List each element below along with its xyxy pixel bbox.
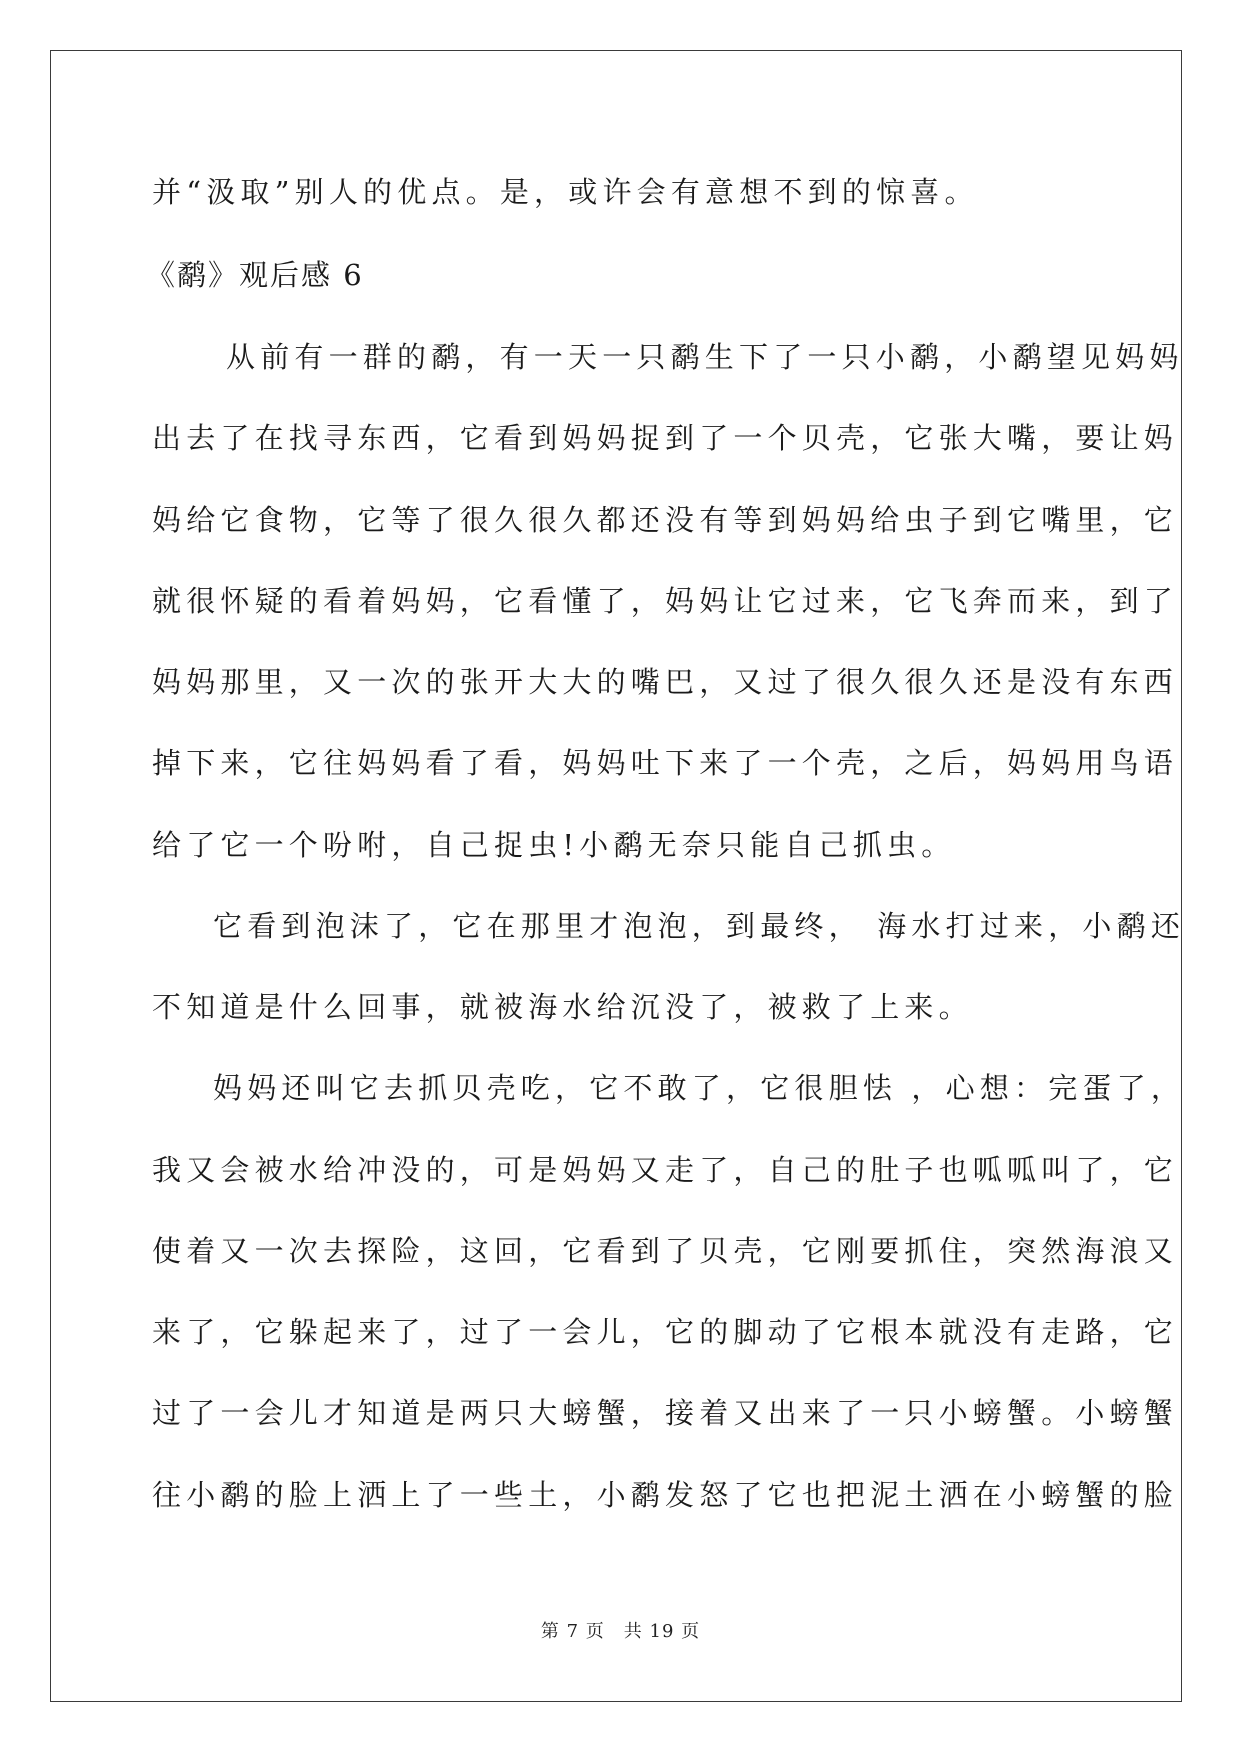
text-line-5: 就很怀疑的看着妈妈，它看懂了，妈妈让它过来，它飞奔而来，到了 xyxy=(152,584,1179,618)
text-line-10: 不知道是什么回事，就被海水给沉没了，被救了上来。 xyxy=(152,990,973,1024)
text-line-7: 掉下来，它往妈妈看了看，妈妈吐下来了一个壳，之后，妈妈用鸟语 xyxy=(152,746,1179,780)
text-line-6: 妈妈那里，又一次的张开大大的嘴巴，又过了很久很久还是没有东西 xyxy=(152,665,1179,699)
text-line-15: 过了一会儿才知道是两只大螃蟹，接着又出来了一只小螃蟹。小螃蟹 xyxy=(152,1396,1179,1430)
text-line-4: 妈给它食物，它等了很久很久都还没有等到妈妈给虫子到它嘴里，它 xyxy=(152,503,1179,537)
text-line-1: 并“汲取”别人的优点。是，或许会有意想不到的惊喜。 xyxy=(152,175,979,209)
text-line-3: 出去了在找寻东西，它看到妈妈捉到了一个贝壳，它张大嘴，要让妈 xyxy=(152,421,1179,455)
page-number-footer: 第 7 页 共 19 页 xyxy=(540,1621,701,1642)
text-line-9: 它看到泡沫了，它在那里才泡泡，到最终， 海水打过来，小鹬还 xyxy=(213,909,1186,943)
text-line-2: 从前有一群的鹬，有一天一只鹬生下了一只小鹬，小鹬望见妈妈 xyxy=(226,340,1184,374)
text-line-12: 我又会被水给冲没的，可是妈妈又走了，自己的肚子也呱呱叫了，它 xyxy=(152,1153,1179,1187)
text-line-8: 给了它一个吩咐，自己捉虫!小鹬无奈只能自己抓虫。 xyxy=(152,828,956,862)
text-line-11: 妈妈还叫它去抓贝壳吃，它不敢了，它很胆怯 ，心想：完蛋了， xyxy=(213,1071,1186,1105)
text-line-16: 往小鹬的脸上洒上了一些土，小鹬发怒了它也把泥土洒在小螃蟹的脸 xyxy=(152,1478,1179,1512)
page-border xyxy=(50,50,1182,1702)
text-line-13: 使着又一次去探险，这回，它看到了贝壳，它刚要抓住，突然海浪又 xyxy=(152,1234,1179,1268)
text-line-14: 来了，它躲起来了，过了一会儿，它的脚动了它根本就没有走路，它 xyxy=(152,1315,1179,1349)
section-heading: 《鹬》观后感 6 xyxy=(146,258,364,292)
